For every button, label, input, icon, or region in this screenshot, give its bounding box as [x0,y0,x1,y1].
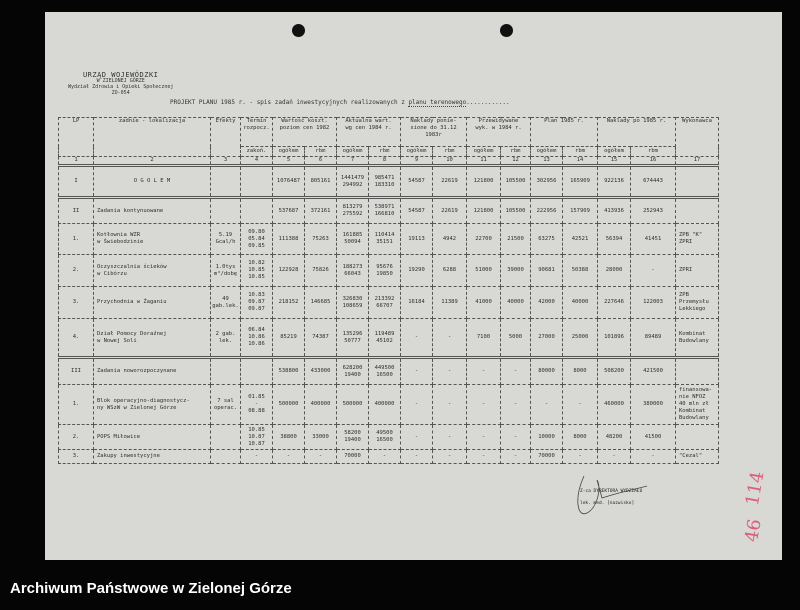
cell-col-8: 49500 16500 [369,425,401,450]
column-number: 12 [501,157,531,166]
cell-termin [241,198,273,224]
cell-termin: 09.80 05.84 09.85 [241,224,273,255]
col-header-wykonawca: Wykonawca [676,118,719,157]
cell-termin: 10.85 10.87 10.87 [241,425,273,450]
cell-col-16: 89489 [631,319,676,358]
cell-col-8: 95676 19850 [369,255,401,287]
cell-col-6: 400000 [305,385,337,425]
cell-col-7: 1441479 294992 [337,166,369,198]
cell-col-10: - [433,358,467,385]
cell-col-11: - [467,450,501,464]
cell-col-5: 1076487 [273,166,305,198]
cell-col-6: 75263 [305,224,337,255]
table-row [59,319,719,358]
col-header-lp: LP [59,118,94,157]
cell-col-5: 538800 [273,358,305,385]
handwritten-signature [572,468,652,518]
table-row [59,224,719,255]
cell-zadanie: Kotłownia WZR w Świebodzinie [94,224,211,255]
cell-col-16: - [631,450,676,464]
cell-col-12: 105500 [501,166,531,198]
cell-efekty [211,198,241,224]
cell-col-14: - [563,385,598,425]
cell-col-10: 11389 [433,287,467,319]
cell-col-7: 58200 19400 [337,425,369,450]
cell-wykonawca: ZPRI [676,255,719,287]
cell-col-16: 41500 [631,425,676,450]
subheader-rbm: rbm [563,147,598,157]
column-number: 2 [94,157,211,166]
cell-col-8: 538971 166810 [369,198,401,224]
cell-col-12: 40000 [501,287,531,319]
cell-col-13: 10000 [531,425,563,450]
cell-col-7: 628200 19400 [337,358,369,385]
cell-col-5: 85219 [273,319,305,358]
document-title [170,99,510,106]
cell-zadanie: POPS Miłowice [94,425,211,450]
cell-efekty: 49 gab.lek. [211,287,241,319]
column-number: 9 [401,157,433,166]
cell-wykonawca: ZPB Przemysłu Lekkiego [676,287,719,319]
subheader-zakonczenie: zakoń. [241,147,273,157]
column-number: 14 [563,157,598,166]
cell-col-5: 537687 [273,198,305,224]
table-row [59,385,719,425]
cell-termin: - [241,450,273,464]
cell-col-11: - [467,358,501,385]
cell-col-7: 500000 [337,385,369,425]
signature-stamp [580,486,642,510]
table-section-row [59,166,719,198]
stamp-line: W ZIELONEJ GÓRZE [96,78,145,84]
column-number-row [59,157,719,166]
cell-col-5: 38800 [273,425,305,450]
cell-zadanie: Zadania kontynuowane [94,198,211,224]
column-number: 10 [433,157,467,166]
cell-termin: 01.85 - 08.88 [241,385,273,425]
cell-col-11: 41000 [467,287,501,319]
cell-col-9: - [401,385,433,425]
cell-col-15: 56394 [598,224,631,255]
cell-col-11: 22700 [467,224,501,255]
signature-title: Z-ca DYREKTORA WYDZIAŁU [580,489,643,494]
cell-wykonawca [676,425,719,450]
cell-efekty: 1.0tys m³/dobę [211,255,241,287]
cell-col-13: 302956 [531,166,563,198]
cell-col-13: 90681 [531,255,563,287]
cell-lp: 3. [59,287,94,319]
cell-col-14: - [563,450,598,464]
cell-col-10: - [433,385,467,425]
office-stamp [68,72,173,96]
cell-col-5: 218152 [273,287,305,319]
title-underlined: planu terenowego [408,99,467,106]
cell-lp: II [59,198,94,224]
cell-col-8: 985471 183310 [369,166,401,198]
cell-col-13: 27000 [531,319,563,358]
title-text: PROJEKT PLANU 1985 r. - spis zadań inwestycyjnych realizowanych z [170,99,405,106]
stamp-line: URZĄD WOJEWÓDZKI [82,71,159,79]
cell-lp: I [59,166,94,198]
archive-footer: Archiwum Państwowe w Zielonej Górze [10,580,292,597]
cell-col-5: 111388 [273,224,305,255]
cell-wykonawca [676,198,719,224]
cell-zadanie: O G O L E M [94,166,211,198]
cell-col-14: 157909 [563,198,598,224]
cell-termin: 10.83 09.87 09.87 [241,287,273,319]
cell-col-12: 5000 [501,319,531,358]
subheader-ogolem: ogółem [273,147,305,157]
cell-col-12: 21500 [501,224,531,255]
cell-col-15: 28000 [598,255,631,287]
cell-col-15: 508200 [598,358,631,385]
cell-efekty: 2 gab. lek. [211,319,241,358]
table-section-row [59,358,719,385]
cell-col-13: 222956 [531,198,563,224]
cell-col-13: 70000 [531,450,563,464]
cell-col-14: 8000 [563,425,598,450]
cell-termin [241,166,273,198]
subheader-ogolem: ogółem [337,147,369,157]
cell-lp: 2. [59,255,94,287]
cell-col-12: - [501,425,531,450]
subheader-rbm: rbm [433,147,467,157]
table-header-row [59,118,719,147]
column-number: 1 [59,157,94,166]
cell-col-15: 48200 [598,425,631,450]
cell-zadanie: Blok operacyjno-diagnostycz- ny WSzW w Zielonej Górze [94,385,211,425]
cell-termin: 10.82 10.85 10.85 [241,255,273,287]
subheader-rbm: rbm [501,147,531,157]
column-number: 7 [337,157,369,166]
cell-col-10: - [433,319,467,358]
pencil-annotation: 46 [741,517,766,544]
cell-efekty: 5.19 Gcal/h [211,224,241,255]
cell-col-6: 75826 [305,255,337,287]
cell-col-11: 121800 [467,198,501,224]
subheader-ogolem: ogółem [401,147,433,157]
cell-col-5: 500000 [273,385,305,425]
cell-col-11: 7100 [467,319,501,358]
cell-col-6: 33000 [305,425,337,450]
cell-lp: 2. [59,425,94,450]
punch-hole [500,24,513,37]
subheader-ogolem: ogółem [467,147,501,157]
table-row [59,425,719,450]
table-row [59,287,719,319]
cell-col-11: 121800 [467,166,501,198]
cell-col-16: - [631,255,676,287]
col-header-naklady: Naklady ponie- sione do 31.12 1983r [401,118,467,147]
subheader-ogolem: ogółem [531,147,563,157]
cell-col-12: - [501,385,531,425]
cell-col-5: 122928 [273,255,305,287]
cell-col-9: - [401,358,433,385]
cell-col-16: 380000 [631,385,676,425]
cell-col-8: 110414 35151 [369,224,401,255]
cell-lp: 4. [59,319,94,358]
column-number: 11 [467,157,501,166]
cell-col-9: 19113 [401,224,433,255]
subheader-ogolem: ogółem [598,147,631,157]
cell-efekty [211,166,241,198]
cell-col-16: 41451 [631,224,676,255]
cell-col-13: - [531,385,563,425]
cell-col-10: 4942 [433,224,467,255]
title-dots: ............ [466,99,510,106]
cell-col-16: 421500 [631,358,676,385]
column-number: 16 [631,157,676,166]
cell-lp: 1. [59,385,94,425]
cell-col-12: - [501,450,531,464]
cell-col-8: 119489 45102 [369,319,401,358]
column-number: 17 [676,157,719,166]
cell-col-7: 161885 50094 [337,224,369,255]
cell-col-11: - [467,385,501,425]
cell-col-5: - [273,450,305,464]
cell-zadanie: Zadania noworozpoczynane [94,358,211,385]
cell-col-10: 6288 [433,255,467,287]
cell-col-15: 460000 [598,385,631,425]
cell-col-9: 19290 [401,255,433,287]
subheader-rbm: rbm [305,147,337,157]
subheader-rbm: rbm [369,147,401,157]
col-header-wartosc: Wartość koszt. poziom cen 1982 [273,118,337,147]
cell-col-8: - [369,450,401,464]
cell-col-9: 16184 [401,287,433,319]
cell-col-7: 188273 66043 [337,255,369,287]
cell-col-9: 54587 [401,198,433,224]
cell-col-13: 42000 [531,287,563,319]
pencil-annotation: 114 [741,469,769,508]
cell-col-15: 413936 [598,198,631,224]
punch-hole [292,24,305,37]
cell-col-16: 674443 [631,166,676,198]
cell-col-6: 372161 [305,198,337,224]
cell-col-14: 8000 [563,358,598,385]
cell-zadanie: Oczyszczalnia ścieków w Cibórzu [94,255,211,287]
cell-lp: III [59,358,94,385]
cell-col-14: 50388 [563,255,598,287]
cell-zadanie: Przychodnia w Żaganiu [94,287,211,319]
column-number: 5 [273,157,305,166]
cell-col-8: 400000 [369,385,401,425]
cell-wykonawca: Kombinat Budowlany [676,319,719,358]
cell-col-15: 227646 [598,287,631,319]
column-number: 6 [305,157,337,166]
cell-wykonawca [676,358,719,385]
cell-col-10: - [433,425,467,450]
stamp-line: Wydział Zdrowia i Opieki Społecznej [68,84,174,90]
cell-col-14: 165909 [563,166,598,198]
cell-zadanie: Zakupy inwestycyjne [94,450,211,464]
cell-lp: 1. [59,224,94,255]
cell-col-9: - [401,319,433,358]
cell-termin [241,358,273,385]
cell-col-11: - [467,425,501,450]
cell-col-15: - [598,450,631,464]
cell-col-11: 51000 [467,255,501,287]
cell-col-15: 101896 [598,319,631,358]
table-row [59,450,719,464]
cell-zadanie: Dział Pomocy Doraźnej w Nowej Soli [94,319,211,358]
cell-col-6: 805161 [305,166,337,198]
cell-col-12: 105500 [501,198,531,224]
cell-col-7: 70000 [337,450,369,464]
col-header-aktualna: Aktualna wart. wg cen 1984 r. [337,118,401,147]
table-section-row [59,198,719,224]
cell-efekty: 7 sal operac. [211,385,241,425]
col-header-plan: Plan 1985 r. [531,118,598,147]
cell-col-8: 213392 66707 [369,287,401,319]
cell-col-16: 252943 [631,198,676,224]
col-header-termin: Termin rozpocz. [241,118,273,147]
col-header-przewidywane: Przewidywane wyk. w 1984 r. [467,118,531,147]
cell-lp: 3. [59,450,94,464]
col-header-efekty: Efekty [211,118,241,157]
cell-col-8: 449500 16500 [369,358,401,385]
cell-wykonawca: ZPB "K" ZPRI [676,224,719,255]
cell-col-6: - [305,450,337,464]
cell-col-10: 22619 [433,198,467,224]
stamp-line: ZO-054 [111,90,130,96]
table-row [59,255,719,287]
cell-col-6: 433000 [305,358,337,385]
cell-col-14: 25000 [563,319,598,358]
investment-table [58,117,719,464]
cell-col-10: 22619 [433,166,467,198]
cell-col-7: 326830 108659 [337,287,369,319]
cell-col-15: 922136 [598,166,631,198]
column-number: 8 [369,157,401,166]
cell-wykonawca [676,166,719,198]
column-number: 15 [598,157,631,166]
column-number: 4 [241,157,273,166]
cell-col-10: - [433,450,467,464]
cell-efekty [211,425,241,450]
cell-col-7: 135296 50777 [337,319,369,358]
cell-col-14: 42521 [563,224,598,255]
cell-col-13: 63275 [531,224,563,255]
cell-col-9: - [401,425,433,450]
cell-col-16: 122003 [631,287,676,319]
cell-wykonawca: finansowa- nie NFOZ 40 mln zł Kombinat Budowlany [676,385,719,425]
column-number: 3 [211,157,241,166]
cell-col-6: 146685 [305,287,337,319]
cell-efekty [211,358,241,385]
cell-col-9: 54587 [401,166,433,198]
cell-wykonawca: "Cezal" [676,450,719,464]
cell-col-9: - [401,450,433,464]
cell-col-12: 39000 [501,255,531,287]
cell-efekty [211,450,241,464]
cell-termin: 06.84 10.86 10.86 [241,319,273,358]
cell-col-6: 74387 [305,319,337,358]
column-number: 13 [531,157,563,166]
cell-col-14: 40000 [563,287,598,319]
col-header-zadanie: zadnie - lokalizacja [94,118,211,157]
cell-col-13: 80000 [531,358,563,385]
col-header-naklady-po: Naklady po 1985 r. [598,118,676,147]
cell-col-7: 813279 275592 [337,198,369,224]
cell-col-12: - [501,358,531,385]
signature-name: lek. med. [nazwisko] [580,501,635,506]
subheader-rbm: rbm [631,147,676,157]
